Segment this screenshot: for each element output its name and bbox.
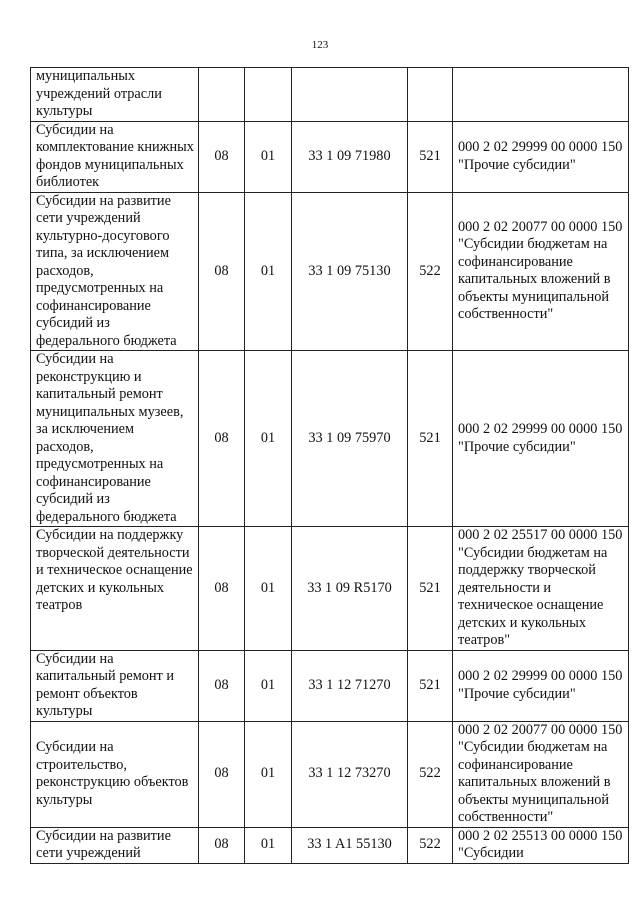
- row-name: Субсидии на развитие сети учреждений культурно-досугового типа, за исключением расходов, предусмотренных на софинансирование субсидий из федерального бюджета: [31, 192, 199, 351]
- row-subsection: 01: [245, 527, 292, 651]
- row-kind: [408, 68, 453, 122]
- row-kind: 522: [408, 721, 453, 827]
- table-row: [31, 650, 629, 721]
- row-section: 08: [199, 650, 245, 721]
- row-subsection: [245, 68, 292, 122]
- row-kind: 522: [408, 192, 453, 351]
- row-source: 000 2 02 29999 00 0000 150 "Прочие субсидии": [453, 351, 629, 527]
- row-target: [292, 68, 408, 122]
- row-section: 08: [199, 827, 245, 863]
- row-source: [453, 68, 629, 122]
- row-source: 000 2 02 29999 00 0000 150 "Прочие субсидии": [453, 650, 629, 721]
- table-row: [31, 527, 629, 651]
- row-name: Субсидии на реконструкцию и капитальный ремонт муниципальных музеев, за исключением расходов, предусмотренных на софинансирование субсидий из федерального бюджета: [31, 351, 199, 527]
- row-target: 33 1 12 71270: [292, 650, 408, 721]
- row-subsection: 01: [245, 192, 292, 351]
- row-source: 000 2 02 20077 00 0000 150 "Субсидии бюджетам на софинансирование капитальных вложений в объекты муниципальной собственности": [453, 192, 629, 351]
- row-section: [199, 68, 245, 122]
- row-name: Субсидии на капитальный ремонт и ремонт объектов культуры: [31, 650, 199, 721]
- row-subsection: 01: [245, 351, 292, 527]
- row-section: 08: [199, 721, 245, 827]
- row-subsection: 01: [245, 650, 292, 721]
- table-row: [31, 721, 629, 827]
- row-target: 33 1 A1 55130: [292, 827, 408, 863]
- row-subsection: 01: [245, 827, 292, 863]
- row-section: 08: [199, 351, 245, 527]
- row-kind: 521: [408, 650, 453, 721]
- table-row: [31, 827, 629, 863]
- row-name: Субсидии на строительство, реконструкцию объектов культуры: [31, 721, 199, 827]
- row-source: 000 2 02 25513 00 0000 150 "Субсидии: [453, 827, 629, 863]
- row-name: Субсидии на комплектование книжных фондов муниципальных библиотек: [31, 121, 199, 192]
- row-kind: 521: [408, 527, 453, 651]
- row-target: 33 1 09 R5170: [292, 527, 408, 651]
- table-row: [31, 192, 629, 351]
- row-source: 000 2 02 20077 00 0000 150 "Субсидии бюджетам на софинансирование капитальных вложений в объекты муниципальной собственности": [453, 721, 629, 827]
- row-section: 08: [199, 527, 245, 651]
- row-target: 33 1 09 75130: [292, 192, 408, 351]
- table-row: [31, 351, 629, 527]
- row-subsection: 01: [245, 121, 292, 192]
- budget-table: [30, 67, 629, 864]
- row-target: 33 1 12 73270: [292, 721, 408, 827]
- page-number: 123: [311, 39, 329, 51]
- row-source: 000 2 02 25517 00 0000 150 "Субсидии бюджетам на поддержку творческой деятельности и техническое оснащение детских и кукольных театров": [453, 527, 629, 651]
- row-kind: 521: [408, 121, 453, 192]
- row-name: Субсидии на поддержку творческой деятельности и техническое оснащение детских и кукольных театров: [31, 527, 199, 651]
- row-source: 000 2 02 29999 00 0000 150 "Прочие субсидии": [453, 121, 629, 192]
- table-row: [31, 68, 629, 122]
- row-kind: 521: [408, 351, 453, 527]
- row-section: 08: [199, 121, 245, 192]
- row-target: 33 1 09 75970: [292, 351, 408, 527]
- row-name: муниципальных учреждений отрасли культуры: [31, 68, 199, 122]
- row-section: 08: [199, 192, 245, 351]
- row-target: 33 1 09 71980: [292, 121, 408, 192]
- row-kind: 522: [408, 827, 453, 863]
- row-name: Субсидии на развитие сети учреждений: [31, 827, 199, 863]
- table-row: [31, 121, 629, 192]
- row-subsection: 01: [245, 721, 292, 827]
